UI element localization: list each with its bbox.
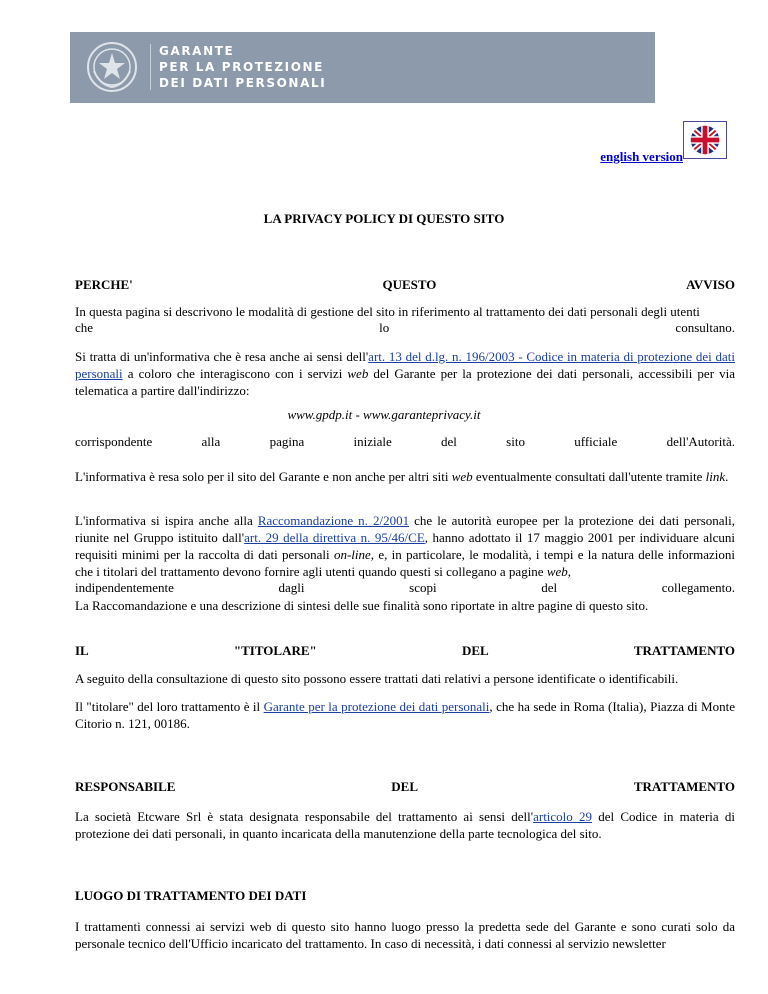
paragraph-raccomandazione-last-line <box>75 580 735 596</box>
heading-word: "TITOLARE" <box>233 643 317 658</box>
garante-link[interactable]: Garante per la protezione dei dati personali <box>263 699 490 714</box>
section-heading-titolare <box>75 643 735 659</box>
heading-word: PERCHE' <box>75 277 133 292</box>
word: dagli <box>278 580 305 595</box>
heading-word: TRATTAMENTO <box>633 643 735 658</box>
word: iniziale <box>353 434 392 449</box>
word: del <box>441 434 457 449</box>
word: ufficiale <box>574 434 618 449</box>
raccomandazione-link[interactable]: Raccomandazione n. 2/2001 <box>257 513 410 528</box>
word: indipendentemente <box>75 580 174 595</box>
word: corrispondente <box>75 434 153 449</box>
paragraph-titolare <box>75 698 735 732</box>
text: L'informativa si ispira anche alla <box>75 513 258 528</box>
banner-divider <box>150 44 151 90</box>
uk-flag-icon[interactable] <box>683 121 727 159</box>
direttiva-link[interactable]: art. 29 della direttiva n. 95/46/CE <box>244 530 425 545</box>
banner-line-1: GARANTE <box>159 44 235 58</box>
paragraph-raccomandazione <box>75 512 735 580</box>
paragraph-intro <box>75 303 735 320</box>
text: a coloro che interagiscono con i servizi <box>122 366 348 381</box>
heading-word: RESPONSABILE <box>75 779 176 794</box>
text: La società Etcware Srl è stata designata responsabile del trattamento ai sensi dell' <box>75 809 534 824</box>
art13-link[interactable]: art. 13 del d.lg. n. 196/2003 - Codice in materia di protezione dei dati personali <box>75 349 735 381</box>
paragraph-informativa <box>75 348 735 399</box>
emblem-icon <box>86 41 138 93</box>
text: che le autorità europee per la protezione dei dati personali, riunite nel Gruppo istituito dall' <box>75 513 736 545</box>
heading-word: DEL <box>461 643 489 658</box>
text: Il "titolare" del loro trattamento è il <box>75 699 264 714</box>
word: collegamento. <box>661 580 735 595</box>
word: dell'Autorità. <box>666 434 735 449</box>
text: L'informativa è resa solo per il sito del Garante e non anche per altri siti <box>75 469 452 484</box>
word: alla <box>201 434 221 449</box>
paragraph-corrispondente <box>75 434 735 450</box>
page-title: LA PRIVACY POLICY DI QUESTO SITO <box>263 211 505 226</box>
text: , <box>567 564 572 579</box>
paragraph-responsabile <box>75 808 735 842</box>
text: , e, in particolare, le modalità, i tempi e la natura delle informazioni che i titolari del trattamento devono fornire agli utenti quando questi si collegano a pagine <box>75 547 735 579</box>
word: sito <box>506 434 525 449</box>
word: che <box>75 320 94 335</box>
section-heading-perche <box>75 277 735 293</box>
heading-word: QUESTO <box>382 277 437 292</box>
text: , che ha sede in Roma (Italia), Piazza di Monte Citorio n. 121, 00186. <box>75 699 735 731</box>
banner-line-2: PER LA PROTEZIONE <box>159 60 324 74</box>
heading-word: DEL <box>391 779 419 794</box>
text-em: web <box>451 469 473 484</box>
heading-word: IL <box>75 643 89 658</box>
text: Si tratta di un'informativa che è resa anche ai sensi dell' <box>75 349 369 364</box>
section-heading-luogo: LUOGO DI TRATTAMENTO DEI DATI <box>75 888 307 903</box>
word: scopi <box>409 580 437 595</box>
word: pagina <box>269 434 305 449</box>
english-version-link[interactable]: english version <box>600 149 683 164</box>
word: consultano. <box>675 320 735 335</box>
section-heading-responsabile <box>75 779 735 795</box>
banner-title <box>159 43 326 91</box>
text-em: web <box>347 366 369 381</box>
word: lo <box>379 320 390 335</box>
text: del Codice in materia di protezione dei dati personali, in quanto incaricata della manutenzione della parte tecnologica del sito. <box>75 809 735 841</box>
paragraph-sintesi: La Raccomandazione e una descrizione di sintesi delle sue finalità sono riportate in altre pagine di questo sito. <box>75 598 649 613</box>
heading-word: TRATTAMENTO <box>633 779 735 794</box>
paragraph-solo-sito <box>75 468 735 485</box>
paragraph-line: In questa pagina si descrivono le modalità di gestione del sito in riferimento al trattamento dei dati personali degli utenti <box>75 304 700 319</box>
text-em: web <box>546 564 568 579</box>
banner-line-3: DEI DATI PERSONALI <box>159 76 327 90</box>
word: del <box>541 580 558 595</box>
paragraph-intro-last-line <box>75 320 735 336</box>
text: del Garante per la protezione dei dati personali, accessibili per via telematica a partire dall'indirizzo: <box>75 366 735 398</box>
text: . <box>725 469 729 484</box>
paragraph-consultazione: A seguito della consultazione di questo sito possono essere trattati dati relativi a persone identificate o identificabili. <box>75 671 679 686</box>
articolo29-link[interactable]: articolo 29 <box>533 809 593 824</box>
header-banner <box>70 32 655 103</box>
site-address: www.gpdp.it - www.garanteprivacy.it <box>287 407 481 422</box>
heading-word: AVVISO <box>686 277 735 292</box>
paragraph-luogo: I trattamenti connessi ai servizi web di questo sito hanno luogo presso la predetta sede del Garante e sono curati solo da personale tecnico dell'Ufficio incaricato del trattamento. In caso di necessità, i dati connessi al servizio newsletter <box>75 919 735 951</box>
text-em: link <box>705 469 726 484</box>
text: , hanno adottato il 17 maggio 2001 per individuare alcuni requisiti minimi per la raccolta di dati personali <box>75 530 735 562</box>
text: eventualmente consultati dall'utente tramite <box>472 469 706 484</box>
text-em: on-line <box>333 547 371 562</box>
